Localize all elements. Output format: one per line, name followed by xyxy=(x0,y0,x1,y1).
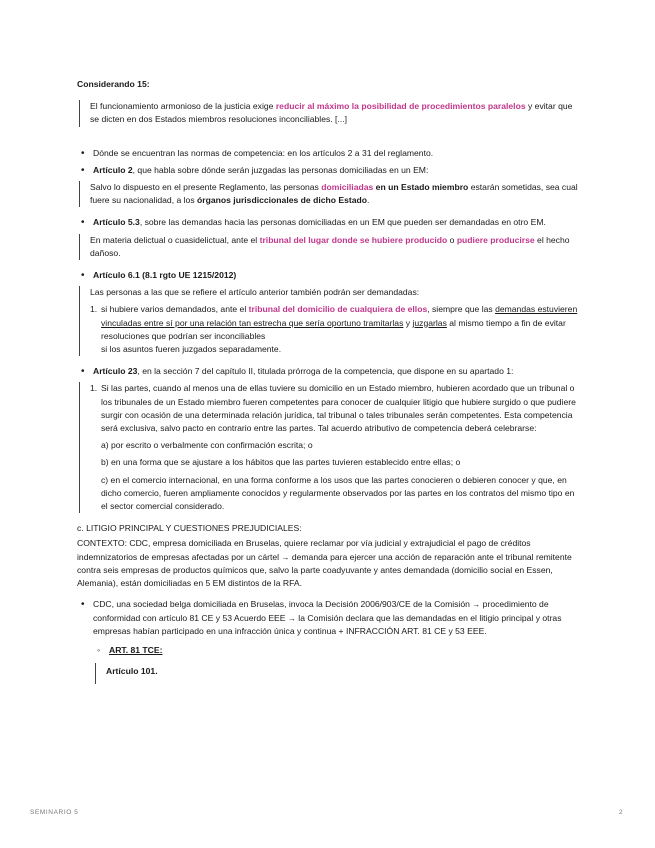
highlight-text: pudiere producirse xyxy=(456,234,535,245)
quote-articulo-101 xyxy=(95,663,579,684)
quote-text: si hubiere varios demandados, ante el xyxy=(101,304,249,315)
underlined-text: demandas estuvieren vinculadas entre sí por una relación tan estrecha que sería oportuno tramitarlas xyxy=(101,304,578,328)
bullet-text: la Comisión declara que las demandadas en el litigio principal y otras empresas habían participado en una infracción única y continua + INFRACCIÓN ART. 81 CE y 53 EEE. xyxy=(93,612,562,636)
quote-articulo-23 xyxy=(79,382,579,513)
highlight-text: domiciliadas xyxy=(321,182,374,193)
bullet-text: CDC, una sociedad belga domiciliada en Bruselas, invoca la Decisión 2006/903/CE de la Comisión xyxy=(93,599,473,610)
quote-text: y evitar que se dicten en dos Estados miembros resoluciones inconciliables. [...] xyxy=(90,101,573,125)
page-content xyxy=(77,78,579,693)
quote-option-b: b) en una forma que se ajustare a los hábitos que las partes tuvieren establecido entre ellas; o xyxy=(101,457,461,468)
quote-text: y xyxy=(403,317,413,328)
arrow-icon: → xyxy=(287,613,296,623)
footer-section-label: SEMINARIO 5 xyxy=(30,809,79,816)
paragraph-text: CONTEXTO: CDC, empresa domiciliada en Bruselas, quiere reclamar por vía judicial y extrajudicial el pago de créditos indemnizatorios de empresas afectadas por un cártel xyxy=(77,538,531,562)
bullet-competencia xyxy=(77,147,579,160)
bullet-text: Dónde se encuentran las normas de competencia: en los artículos 2 a 31 del reglamento. xyxy=(93,147,434,158)
highlight-text: tribunal del domicilio de cualquiera de ellos xyxy=(248,304,428,315)
quote-text: estarán sometidas, sea cual fuere su nacionalidad, a los xyxy=(90,182,578,206)
bold-text: en un Estado miembro xyxy=(373,182,469,193)
bullet-bold: Artículo 6.1 (8.1 rgto UE 1215/2012) xyxy=(93,270,237,281)
highlight-text: reducir al máximo la posibilidad de procedimientos paralelos xyxy=(275,101,526,112)
bullet-text: , sobre las demandas hacia las personas domiciliadas en un EM que pueden ser demandadas en otro EM. xyxy=(139,217,546,228)
bullet-articulo-23 xyxy=(77,365,579,378)
underlined-text: juzgarlas xyxy=(412,317,447,328)
page-number: 2 xyxy=(619,809,623,816)
arrow-icon: → xyxy=(472,600,481,610)
quote-text: . xyxy=(367,195,370,206)
bullet-bold: ART. 81 TCE: xyxy=(109,644,163,655)
numbered-item xyxy=(90,382,579,513)
item-number: 1. xyxy=(90,383,98,394)
quote-text: el hecho dañoso. xyxy=(90,234,570,258)
quote-option-a: a) por escrito o verbalmente con confirmación escrita; o xyxy=(101,440,313,451)
bullet-text: procedimiento de conformidad con artículo 81 CE y 53 Acuerdo EEE xyxy=(93,599,549,623)
subbullet-art-81 xyxy=(93,644,579,657)
considerando-quote xyxy=(79,100,579,126)
bullet-cdc xyxy=(77,598,579,638)
quote-text: Salvo lo dispuesto en el presente Reglamento, las personas xyxy=(90,182,322,193)
considerando-heading: Considerando 15: xyxy=(77,79,150,89)
bullet-bold: Artículo 23 xyxy=(93,366,138,377)
arrow-icon: → xyxy=(281,552,290,562)
quote-text: o xyxy=(447,234,457,245)
quote-text: En materia delictual o cuasidelictual, ante el xyxy=(90,234,260,245)
quote-option-c: c) en el comercio internacional, en una forma conforme a los usos que las partes conocieren o debieren conocer y que, en dicho comercio, fueren ampliamente conocidos y regularmente observados por las partes en los contratos del mismo tipo en el sector comercial considerado. xyxy=(101,474,575,512)
quote-text: si los asuntos fueren juzgados separadamente. xyxy=(101,344,282,355)
bullet-articulo-2 xyxy=(77,164,579,177)
bullet-articulo-5-3 xyxy=(77,216,579,229)
quote-text: Si las partes, cuando al menos una de ellas tuviere su domicilio en un Estado miembro, hubieren acordado que un tribunal o los tribunales de un Estado miembro fueren competentes para conocer de cualquier litigio que hubiere surgido o que pudiere surgir con ocasión de una determinada relación jurídica, tal tribunal o tales tribunales serán competentes. Esta competencia será exclusiva, salvo pacto en contrario entre las partes. Tal acuerdo atributivo de competencia deberá celebrarse: xyxy=(101,383,576,434)
highlight-text: tribunal del lugar donde se hubiere producido xyxy=(259,234,448,245)
quote-text: , siempre que las xyxy=(427,304,496,315)
section-heading: c. LITIGIO PRINCIPAL Y CUESTIONES PREJUDICIALES: xyxy=(77,523,302,534)
bullet-bold: Artículo 5.3 xyxy=(93,217,140,228)
paragraph-text: demanda para ejercer una acción de reparación ante el tribunal remitente contra seis empresas de productos químicos que, salvo la parte coadyuvante y antes demandada (domicilio social en Essen, Alemania), están domiciliadas en 5 EM distintos de la RFA. xyxy=(77,551,572,589)
quote-intro: Las personas a las que se refiere el artículo anterior también podrán ser demandadas: xyxy=(90,287,420,298)
bullet-text: , en la sección 7 del capítulo II, titulada prórroga de la competencia, que dispone en su apartado 1: xyxy=(137,366,514,377)
contexto-paragraph xyxy=(77,537,579,590)
quote-articulo-2 xyxy=(79,181,579,207)
bold-text: órganos jurisdiccionales de dicho Estado xyxy=(197,195,368,206)
quote-text: El funcionamiento armonioso de la justicia exige xyxy=(90,101,276,112)
item-number: 1. xyxy=(90,304,98,315)
numbered-item xyxy=(90,303,579,356)
bullet-bold: Artículo 2 xyxy=(93,164,133,175)
bullet-articulo-6-1 xyxy=(77,269,579,282)
quote-articulo-5-3 xyxy=(79,234,579,260)
quote-text: al mismo tiempo a fin de evitar resoluciones que podrían ser inconciliables xyxy=(101,317,566,341)
quote-articulo-6-1 xyxy=(79,286,579,356)
bullet-text: , que habla sobre dónde serán juzgadas las personas domiciliadas en un EM: xyxy=(132,164,429,175)
article-title: Artículo 101. xyxy=(106,666,158,677)
